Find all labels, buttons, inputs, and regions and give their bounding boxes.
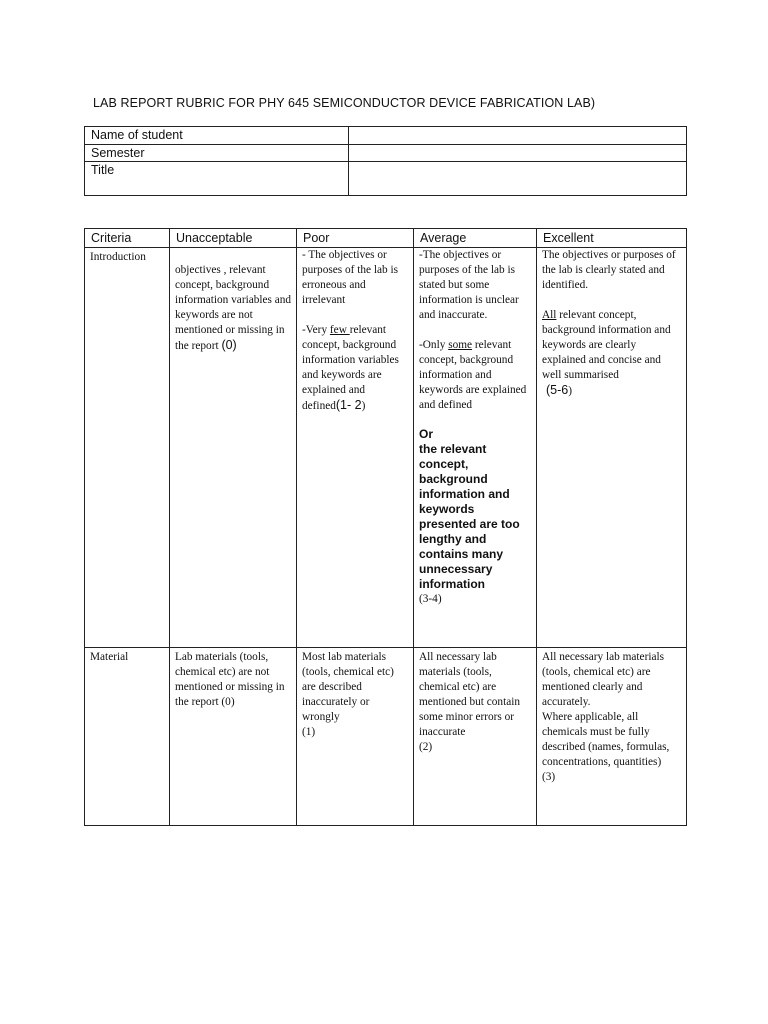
intro-unacceptable-cell — [170, 248, 297, 648]
material-excellent-p2: Where applicable, all chemicals must be fully described (names, formulas, concentrations, quantities) — [542, 711, 670, 768]
intro-average-p2: -Only some relevant concept, background information and keywords are explained and defined — [419, 339, 527, 411]
rubric-header-row — [85, 229, 687, 248]
document-title: LAB REPORT RUBRIC FOR PHY 645 SEMICONDUCTOR DEVICE FABRICATION LAB) — [93, 96, 596, 110]
info-row-title — [85, 162, 687, 196]
info-value-name[interactable] — [349, 127, 687, 145]
material-poor-cell — [297, 648, 414, 826]
info-row-name — [85, 127, 687, 145]
intro-excellent-p2: All relevant concept, background information and keywords are clearly explained and concise and well summarised — [542, 309, 671, 381]
intro-unacceptable-text: objectives , relevant concept, background information variables and keywords are not mentioned or missing in the report (0) — [175, 264, 292, 352]
intro-poor-p2: -Very few relevant concept, background information variables and keywords are explained and defined(1- 2) — [302, 324, 399, 412]
intro-average-score: (3-4) — [419, 593, 442, 605]
header-excellent: Excellent — [537, 229, 687, 248]
rubric-row-introduction — [85, 248, 687, 648]
header-poor: Poor — [297, 229, 414, 248]
criteria-introduction: Introduction — [85, 248, 170, 648]
intro-poor-p1: - The objectives or purposes of the lab is erroneous and irrelevant — [302, 249, 399, 306]
info-label-name: Name of student — [85, 127, 349, 145]
material-average-cell — [414, 648, 537, 826]
material-excellent-score: (3) — [542, 771, 556, 783]
intro-average-alt: the relevant concept, background information and keywords presented are too lengthy and contains many unnecessary information — [419, 442, 520, 591]
info-label-title: Title — [85, 162, 349, 196]
material-average-text: All necessary lab materials (tools, chemical etc) are mentioned but contain some minor errors or inaccurate — [419, 651, 521, 738]
material-average-score: (2) — [419, 741, 433, 753]
info-label-semester: Semester — [85, 145, 349, 162]
intro-average-p1: -The objectives or purposes of the lab is stated but some information is unclear and inaccurate. — [419, 249, 519, 321]
info-value-title[interactable] — [349, 162, 687, 196]
intro-poor-cell — [297, 248, 414, 648]
material-poor-score: (1) — [302, 726, 316, 738]
intro-excellent-score: (5-6) — [546, 383, 572, 397]
rubric-table — [84, 228, 687, 826]
material-excellent-cell — [537, 648, 687, 826]
material-unacceptable-cell: Lab materials (tools, chemical etc) are not mentioned or missing in the report (0) — [170, 648, 297, 826]
intro-excellent-cell — [537, 248, 687, 648]
intro-excellent-p1: The objectives or purposes of the lab is clearly stated and identified. — [542, 249, 676, 291]
rubric-row-material — [85, 648, 687, 826]
intro-average-or: Or — [419, 427, 434, 441]
intro-average-cell — [414, 248, 537, 648]
student-info-table — [84, 126, 687, 196]
info-value-semester[interactable] — [349, 145, 687, 162]
criteria-material: Material — [85, 648, 170, 826]
header-unacceptable: Unacceptable — [170, 229, 297, 248]
header-criteria: Criteria — [85, 229, 170, 248]
info-row-semester — [85, 145, 687, 162]
header-average: Average — [414, 229, 537, 248]
material-poor-text: Most lab materials (tools, chemical etc) are described inaccurately or wrongly — [302, 651, 394, 723]
material-excellent-p1: All necessary lab materials (tools, chemical etc) are mentioned clearly and accurately. — [542, 651, 665, 708]
